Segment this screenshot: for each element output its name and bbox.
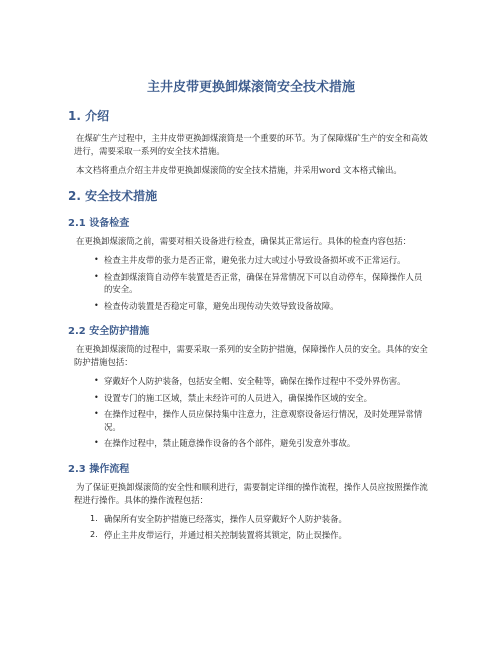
bullet-list	[74, 254, 428, 312]
paragraph: 本文档将重点介绍主井皮带更换卸煤滚筒的安全技术措施，并采用word 文本格式输出。	[76, 165, 402, 175]
bullet-list	[74, 375, 428, 450]
list-item: • 在操作过程中，禁止随意操作设备的各个部件，避免引发意外事故。	[94, 438, 356, 448]
list-item: • 检查主井皮带的张力是否正常，避免张力过大或过小导致设备损坏或不正常运行。	[94, 255, 406, 265]
numbered-list	[74, 513, 428, 542]
section-heading-safety: 2. 安全技术措施	[68, 189, 158, 203]
document-title: 主井皮带更换卸煤滚筒安全技术措施	[146, 80, 355, 95]
list-item: 1. 确保所有安全防护措施已经落实，操作人员穿戴好个人防护装备。	[90, 513, 347, 524]
paragraph: 在更换卸煤滚筒之前，需要对相关设备进行检查，确保其正常运行。具体的检查内容包括：	[76, 236, 411, 246]
list-item: • 检查卸煤滚筒自动停车装置是否正常，确保在异常情况下可以自动停车，保障操作人员的安全。	[94, 271, 423, 294]
bullet-icon: •	[94, 392, 99, 402]
bullet-icon: •	[94, 255, 99, 264]
subsection-heading-protection: 2.2 安全防护措施	[68, 326, 150, 337]
list-item: • 穿戴好个人防护装备，包括安全帽、安全鞋等，确保在操作过程中不受外界伤害。	[94, 376, 406, 386]
bullet-icon: •	[94, 376, 99, 385]
paragraph: 为了保证更换卸煤滚筒的安全性和顺利进行，需要制定详细的操作流程，操作人员应按照操作流程进行操作。具体的操作流程包括：	[74, 481, 428, 505]
bullet-icon: •	[94, 438, 99, 447]
list-number: 1.	[90, 513, 98, 523]
bullet-icon: •	[94, 300, 99, 310]
bullet-icon: •	[94, 271, 99, 281]
subsection-heading-procedure: 2.3 操作流程	[68, 463, 130, 475]
list-item: 2. 停止主井皮带运行，并通过相关控制装置将其锁定，防止误操作。	[90, 530, 347, 540]
paragraph: 在煤矿生产过程中，主井皮带更换卸煤滚筒是一个重要的环节。为了保障煤矿生产的安全和高效进行，需要采取一系列的安全技术措施。	[74, 133, 428, 156]
list-item: • 检查传动装置是否稳定可靠，避免出现传动失效导致设备故障。	[94, 300, 339, 311]
subsection-heading-equipment-check: 2.1 设备检查	[68, 218, 130, 229]
bullet-icon: •	[94, 409, 99, 418]
section-heading-intro: 1. 介绍	[68, 109, 110, 123]
list-item: • 在操作过程中，操作人员应保持集中注意力，注意观察设备运行情况，及时处理异常情况。	[94, 409, 423, 432]
list-item: • 设置专门的施工区域，禁止未经许可的人员进入，确保操作区域的安全。	[94, 392, 372, 403]
paragraph: 在更换卸煤滚筒的过程中，需要采取一系列的安全防护措施，保障操作人员的安全。具体的安全防护措施包括：	[74, 344, 428, 367]
list-number: 2.	[90, 530, 98, 539]
